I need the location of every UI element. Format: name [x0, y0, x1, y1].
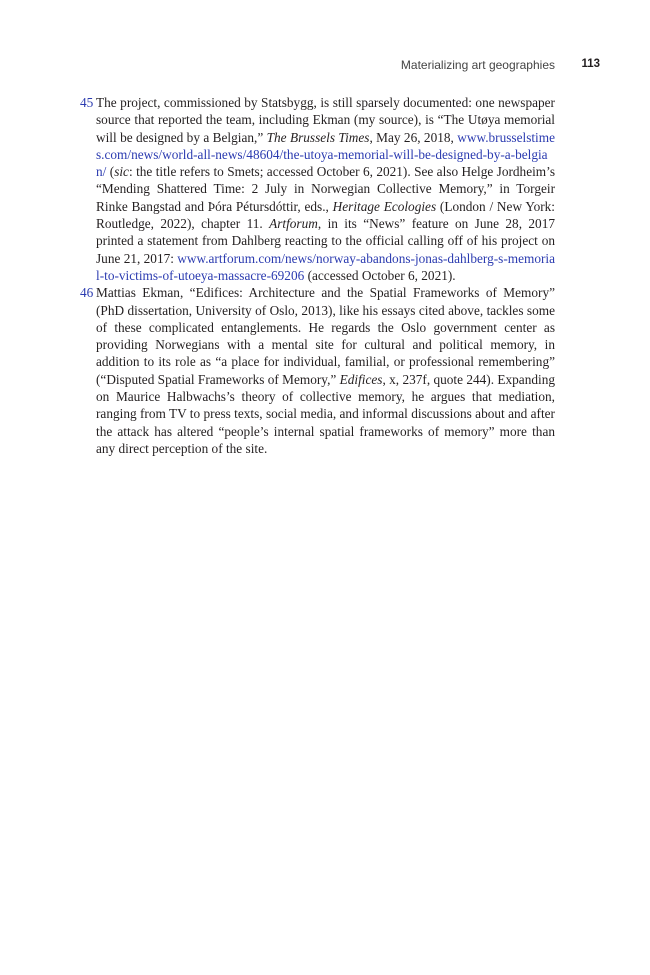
- note-text-run: (London / New York: Routledge, 2022), chapter 11.: [96, 198, 556, 232]
- endnote-46: [80, 284, 555, 457]
- italic-text: sic: [114, 164, 129, 180]
- url-link[interactable]: www.artforum.com/news/norway-abandons-jonas-dahlberg-s-memorial-to-victims-of-utoeya-massacre-69206: [96, 250, 556, 283]
- endnote-text: [96, 95, 555, 283]
- note-text-run: (accessed October 6, 2021).: [304, 267, 456, 283]
- note-text-run: : the title refers to Smets; accessed October 6, 2021). See also Helge Jordheim’s “Mending Shattered Time: 2 July in Norwegian Collective Memory,” in Torgeir Rinke Bangstad and Þóra Pétursdóttir, eds.,: [96, 164, 555, 214]
- note-text-run: The project, commissioned by Statsbygg, is still sparsely documented: one newspaper source that reported the team, including Ekman (my source), is “The Utøya memorial will be designed by a Belgian,”: [96, 95, 555, 145]
- endnote-number[interactable]: 46: [80, 285, 94, 301]
- italic-text: Edifices: [339, 371, 383, 387]
- italic-text: The Brussels Times: [266, 129, 370, 145]
- note-text-run: (: [106, 164, 115, 180]
- endnote-text: [96, 285, 555, 456]
- note-text-run: , May 26, 2018,: [369, 129, 458, 145]
- note-text-run: , x, 237f, quote 244). Expanding on Maurice Halbwachs’s theory of collective memory, he argues that mediation, ranging from TV to press texts, social media, and informal discussions about and after the attack has altered “people’s internal spatial frameworks of memory” more than any direct perception of the site.: [96, 371, 555, 456]
- endnote-number[interactable]: 45: [80, 95, 94, 110]
- running-title: Materializing art geographies: [400, 58, 555, 72]
- page-number: 113: [581, 58, 600, 70]
- running-head: [0, 58, 650, 74]
- note-text-run: , in its “News” feature on June 28, 2017 printed a statement from Dahlberg reacting to the official calling off of his project on June 21, 2017:: [96, 216, 555, 266]
- endnote-45: [80, 94, 555, 284]
- endnotes: [80, 94, 555, 457]
- note-text-run: Mattias Ekman, “Edifices: Architecture and the Spatial Frameworks of Memory” (PhD dissertation, University of Oslo, 2013), like his essays cited above, tackles some of these complicated entanglements. He regards the Oslo government center as providing Norwegians with a mental site for cultural and political memory, in addition to its role as “a place for individual, familial, or professional remembering” (“Disputed Spatial Frameworks of Memory,”: [96, 285, 555, 387]
- italic-text: Artforum: [269, 216, 318, 232]
- italic-text: Heritage Ecologies: [332, 198, 437, 214]
- url-link[interactable]: www.brusselstimes.com/news/world-all-news/48604/the-utoya-memorial-will-be-designed-by-a-belgian/: [96, 129, 555, 180]
